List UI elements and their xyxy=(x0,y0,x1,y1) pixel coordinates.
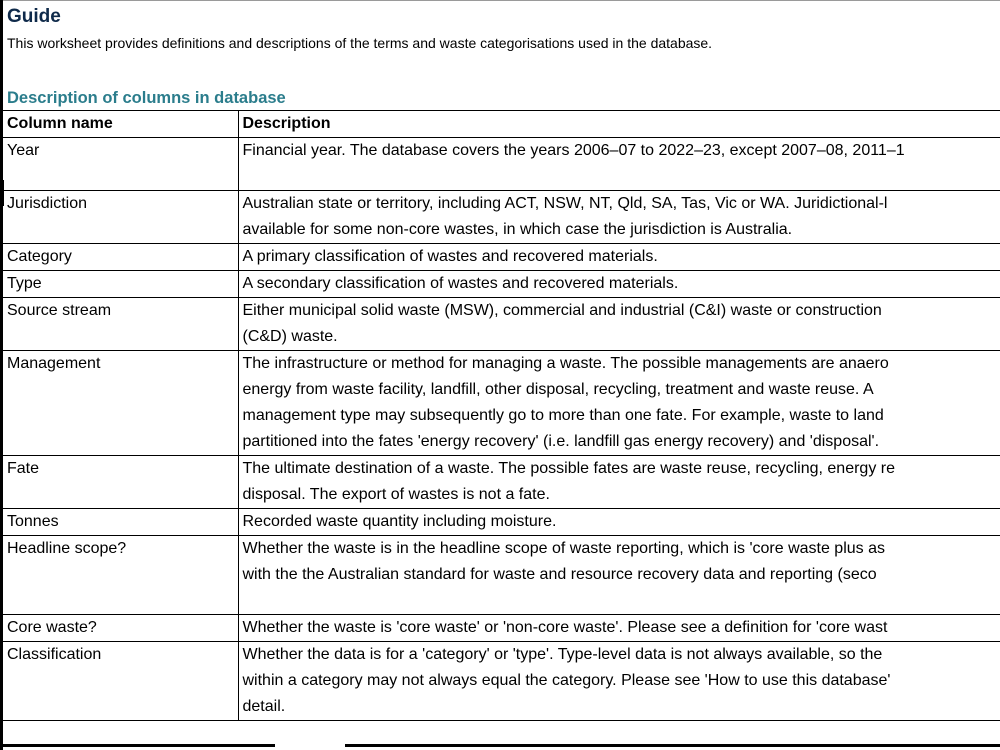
description-cell[interactable] xyxy=(238,191,1000,244)
table-row xyxy=(3,351,1000,456)
table-body xyxy=(3,138,1000,721)
description-cell[interactable] xyxy=(238,244,1000,271)
description-line: The infrastructure or method for managing a waste. The possible managements are anaero xyxy=(242,355,889,372)
description-line: The ultimate destination of a waste. The possible fates are waste reuse, recycling, energy re xyxy=(242,460,895,477)
description-line: Recorded waste quantity including moisture. xyxy=(242,513,557,530)
description-line: with the the Australian standard for waste and resource recovery data and reporting (seco xyxy=(242,566,877,583)
bottom-border-left xyxy=(3,744,275,747)
description-cell[interactable] xyxy=(238,271,1000,298)
table-header-row xyxy=(3,111,1000,138)
column-name-cell[interactable]: Year xyxy=(3,138,238,191)
column-name-cell[interactable]: Type xyxy=(3,271,238,298)
description-line xyxy=(243,164,1000,190)
description-line xyxy=(243,588,1000,614)
description-line: Either municipal solid waste (MSW), commercial and industrial (C&I) waste or construction xyxy=(242,302,882,319)
table-row xyxy=(3,244,1000,271)
column-name-cell[interactable]: Fate xyxy=(3,456,238,509)
description-line: partitioned into the fates 'energy recovery' (i.e. landfill gas energy recovery) and 'disposal'. xyxy=(242,433,880,450)
header-description[interactable]: Description xyxy=(238,111,1000,138)
description-line: available for some non-core wastes, in which case the jurisdiction is Australia. xyxy=(242,221,793,238)
description-line: management type may subsequently go to more than one fate. For example, waste to land xyxy=(242,407,884,424)
header-column-name[interactable]: Column name xyxy=(3,111,238,138)
column-name-cell[interactable]: Classification xyxy=(3,642,238,721)
section-title: Description of columns in database xyxy=(7,89,286,107)
description-line: Whether the waste is 'core waste' or 'non-core waste'. Please see a definition for 'core wast xyxy=(242,619,888,636)
column-name-cell[interactable]: Tonnes xyxy=(3,509,238,536)
description-line: (C&D) waste. xyxy=(242,328,338,345)
table-row xyxy=(3,536,1000,615)
description-line: Financial year. The database covers the years 2006–07 to 2022–23, except 2007–08, 2011–1 xyxy=(242,142,905,159)
description-cell[interactable] xyxy=(238,615,1000,642)
columns-table xyxy=(3,110,1000,721)
description-cell[interactable] xyxy=(238,138,1000,191)
table-row xyxy=(3,456,1000,509)
description-cell[interactable] xyxy=(238,298,1000,351)
sheet-title: Guide xyxy=(7,6,61,27)
table-row xyxy=(3,138,1000,191)
description-line: Whether the data is for a 'category' or 'type'. Type-level data is not always available, so the xyxy=(242,646,883,663)
description-line: within a category may not always equal the category. Please see 'How to use this database' xyxy=(242,672,891,689)
table-row xyxy=(3,615,1000,642)
description-cell[interactable] xyxy=(238,351,1000,456)
column-name-cell[interactable]: Source stream xyxy=(3,298,238,351)
description-line: Australian state or territory, including ACT, NSW, NT, Qld, SA, Tas, Vic or WA. Juridictional-l xyxy=(242,195,888,212)
table-row xyxy=(3,642,1000,721)
description-line: detail. xyxy=(242,698,286,715)
column-name-cell[interactable]: Core waste? xyxy=(3,615,238,642)
table-row xyxy=(3,509,1000,536)
column-name-cell[interactable]: Jurisdiction xyxy=(3,191,238,244)
description-cell[interactable] xyxy=(238,509,1000,536)
description-cell[interactable] xyxy=(238,456,1000,509)
description-line: A secondary classification of wastes and recovered materials. xyxy=(242,275,679,292)
description-cell[interactable] xyxy=(238,642,1000,721)
table-row xyxy=(3,298,1000,351)
table-row xyxy=(3,191,1000,244)
bottom-border-right xyxy=(345,744,1000,747)
column-name-cell[interactable]: Management xyxy=(3,351,238,456)
column-name-cell[interactable]: Category xyxy=(3,244,238,271)
table-row xyxy=(3,271,1000,298)
top-border xyxy=(0,0,1000,1)
description-line: A primary classification of wastes and recovered materials. xyxy=(242,248,658,265)
description-line: disposal. The export of wastes is not a fate. xyxy=(242,486,550,503)
description-cell[interactable] xyxy=(238,536,1000,615)
column-name-cell[interactable]: Headline scope? xyxy=(3,536,238,615)
description-line: energy from waste facility, landfill, other disposal, recycling, treatment and waste reuse. A xyxy=(242,381,874,398)
description-line: Whether the waste is in the headline scope of waste reporting, which is 'core waste plus as xyxy=(242,540,885,557)
sheet-intro: This worksheet provides definitions and descriptions of the terms and waste categorisations used in the database. xyxy=(7,35,713,51)
